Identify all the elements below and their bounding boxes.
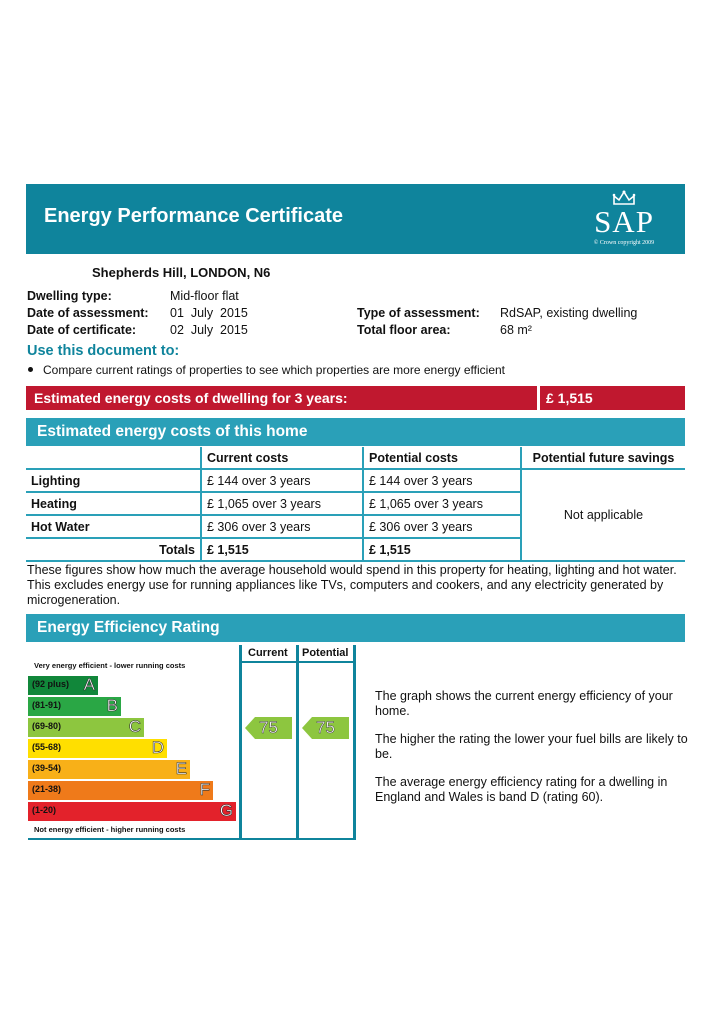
- property-address: Shepherds Hill, LONDON, N6: [92, 265, 271, 280]
- current-rating-arrow: [245, 717, 292, 739]
- rating-band-range: (55-68): [32, 742, 62, 752]
- use-document-bullet-text: Compare current ratings of properties to see which properties are more energy efficient: [43, 363, 506, 377]
- costs-note: These figures show how much the average household would spend in this property for heating, lighting and hot water. This excludes energy use for running appliances like TVs, computers and cookers, and any electricity generated by microgeneration.: [27, 563, 677, 607]
- floor-area-label: Total floor area:: [357, 323, 451, 337]
- current-column-header: Current: [248, 647, 288, 659]
- estimated-costs-value: £ 1,515: [546, 390, 593, 406]
- estimated-costs-label: Estimated energy costs of dwelling for 3 years:: [34, 390, 348, 406]
- graph-top-label: Very energy efficient - lower running costs: [34, 661, 186, 670]
- potential-cost: £ 144 over 3 years: [363, 469, 521, 492]
- rating-band-range: (39-54): [32, 763, 62, 773]
- estimated-costs-divider: [537, 386, 540, 410]
- table-header-cell: Potential future savings: [521, 447, 685, 469]
- certificate-title: Energy Performance Certificate: [44, 205, 344, 227]
- rating-band-letter: E: [175, 759, 187, 778]
- certificate-date-label: Date of certificate:: [27, 323, 137, 337]
- floor-area-value: 68 m²: [500, 323, 532, 337]
- column-divider: [353, 645, 356, 840]
- potential-cost: £ 1,065 over 3 years: [363, 492, 521, 515]
- bullet-icon: [28, 367, 33, 372]
- rating-band-letter: A: [83, 675, 95, 694]
- rating-description: [375, 689, 690, 818]
- assessment-type-value: RdSAP, existing dwelling: [500, 306, 638, 320]
- potential-rating-arrow: [302, 717, 349, 739]
- rating-section-title: Energy Efficiency Rating: [37, 619, 220, 636]
- rating-band-f: [28, 781, 213, 800]
- current-cost: £ 306 over 3 years: [201, 515, 363, 538]
- rating-band-range: (92 plus): [32, 679, 70, 689]
- column-header-rule: [239, 661, 356, 663]
- graph-bottom-label: Not energy efficient - higher running costs: [34, 825, 186, 834]
- current-rating-value: 75: [259, 718, 278, 737]
- row-label: Heating: [26, 492, 201, 515]
- potential-savings: Not applicable: [521, 469, 685, 561]
- rating-band-g: [28, 802, 236, 821]
- potential-rating-value: 75: [316, 718, 335, 737]
- rating-description-paragraph: The higher the rating the lower your fuel bills are likely to be.: [375, 732, 688, 761]
- row-label: Lighting: [26, 469, 201, 492]
- dwelling-type-label: Dwelling type:: [27, 289, 112, 303]
- rating-band-letter: F: [199, 780, 210, 799]
- column-divider: [239, 645, 242, 840]
- table-header-cell: Potential costs: [363, 447, 521, 469]
- energy-rating-graph: [28, 645, 356, 840]
- rating-band-d: [28, 739, 167, 758]
- rating-band-letter: G: [219, 801, 233, 820]
- rating-band-range: (1-20): [32, 805, 57, 815]
- table-header-cell: Current costs: [201, 447, 363, 469]
- rating-band-a: [28, 676, 98, 695]
- costs-section-title: Estimated energy costs of this home: [37, 423, 308, 440]
- certificate-header: [26, 184, 685, 254]
- column-divider: [296, 645, 299, 840]
- rating-band-c: [28, 718, 144, 737]
- table-row: [26, 469, 685, 492]
- rating-band-e: [28, 760, 190, 779]
- totals-label: Totals: [26, 538, 201, 561]
- costs-section-heading: [26, 418, 685, 446]
- rating-band-letter: D: [151, 738, 164, 757]
- potential-cost: £ 306 over 3 years: [363, 515, 521, 538]
- table-header-cell: [26, 447, 201, 469]
- graph-bottom-rule: [28, 838, 356, 840]
- totals-current: £ 1,515: [201, 538, 363, 561]
- rating-band-b: [28, 697, 121, 716]
- rating-band-range: (81-91): [32, 700, 62, 710]
- assessment-date-label: Date of assessment:: [27, 306, 149, 320]
- rating-band-letter: B: [106, 696, 118, 715]
- rating-band-range: (69-80): [32, 721, 62, 731]
- current-cost: £ 1,065 over 3 years: [201, 492, 363, 515]
- current-cost: £ 144 over 3 years: [201, 469, 363, 492]
- sap-logo: [579, 190, 669, 250]
- assessment-type-label: Type of assessment:: [357, 306, 480, 320]
- potential-column-header: Potential: [302, 647, 349, 659]
- logo-copyright: © Crown copyright 2009: [593, 240, 655, 246]
- rating-section-heading: [26, 614, 685, 642]
- assessment-date-value: 01 July 2015: [170, 306, 248, 320]
- dwelling-type-value: Mid-floor flat: [170, 289, 239, 303]
- certificate-date-value: 02 July 2015: [170, 323, 248, 337]
- rating-description-paragraph: The graph shows the current energy efficiency of your home.: [375, 689, 673, 718]
- row-label: Hot Water: [26, 515, 201, 538]
- totals-potential: £ 1,515: [363, 538, 521, 561]
- costs-table: [26, 447, 685, 562]
- rating-band-letter: C: [128, 717, 141, 736]
- use-document-title: Use this document to:: [27, 343, 180, 359]
- use-document-bullet: [28, 363, 505, 377]
- table-header-row: [26, 447, 685, 469]
- rating-band-range: (21-38): [32, 784, 62, 794]
- estimated-costs-bar: [26, 386, 685, 410]
- sap-logo-letters: SAP: [594, 204, 654, 239]
- rating-description-paragraph: The average energy efficiency rating for a dwelling in England and Wales is band D (rating 60).: [375, 775, 668, 804]
